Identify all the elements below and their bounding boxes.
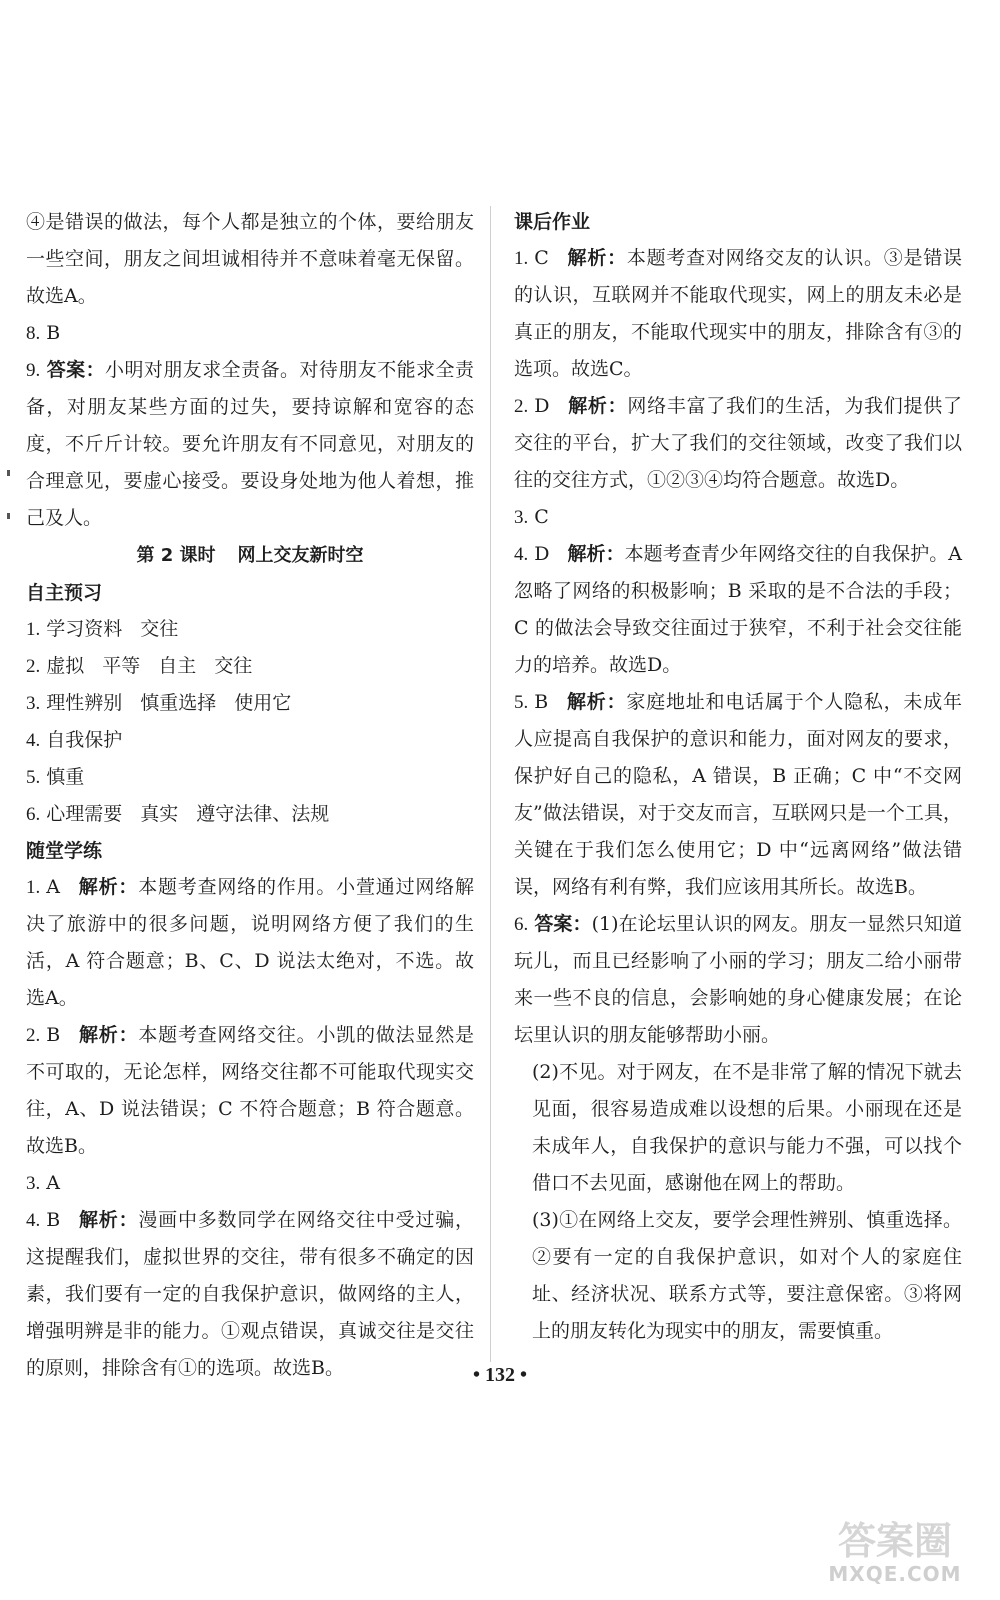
answer-term: 平等 xyxy=(102,655,141,677)
answer-term: 慎重选择 xyxy=(140,692,217,714)
answer-term: 理性辨别 xyxy=(46,692,123,714)
answer-item xyxy=(26,1202,474,1387)
answer-text: (1)在论坛里认识的网友。朋友一显然只知道玩儿，而且已经影响了小丽的学习；朋友二给小丽带来一些不良的信息，会影响她的身心健康发展；在论坛里认识的朋友能够帮助小丽。 xyxy=(514,913,962,1046)
answer-item-9 xyxy=(26,352,474,537)
answer-choice: B xyxy=(46,1209,61,1231)
section-heading-preview: 自主预习 xyxy=(26,582,103,604)
question-number: 1. xyxy=(26,877,41,898)
lesson-name: 网上交友新时空 xyxy=(237,545,364,566)
answer-choice: D xyxy=(534,395,550,417)
question-number: 6. xyxy=(26,804,41,825)
lesson-title xyxy=(26,537,474,575)
analysis-text: 家庭地址和电话属于个人隐私，未成年人应提高自我保护的意识和能力，面对网友的要求，保护好自己的隐私，A 错误，B 正确；C 中“不交网友”做法错误，对于交友而言，互联网只是一个工具，关键在于我们怎么使用它；D 中“远离网络”做法错误，网络有利有弊，我们应该用其所长。故选B。 xyxy=(514,691,962,898)
answer-paragraph: (3)①在网络上交友，要学会理性辨别、慎重选择。②要有一定的自我保护意识，如对个人的家庭住址、经济状况、联系方式等，要注意保密。③将网上的朋友转化为现实中的朋友，需要慎重。 xyxy=(532,1209,962,1342)
analysis-label: 解析： xyxy=(77,876,139,898)
analysis-text: 本题考查网络的作用。小萱通过网络解决了旅游中的很多问题，说明网络方便了我们的生活，A 符合题意；B、C、D 说法太绝对，不选。故选A。 xyxy=(26,876,474,1009)
answer-term: 遵守法律、法规 xyxy=(196,803,330,825)
question-number: 3. xyxy=(26,693,41,714)
analysis-text: 本题考查网络交往。小凯的做法显然是不可取的，无论怎样，网络交往都不可能取代现实交往，A、D 说法错误；C 不符合题意；B 符合题意。故选B。 xyxy=(26,1024,474,1157)
question-number: 1. xyxy=(514,248,529,269)
preview-item xyxy=(26,759,474,796)
analysis-label: 解析： xyxy=(566,691,627,713)
answer-term: 使用它 xyxy=(234,692,292,714)
question-number: 2. xyxy=(26,1025,41,1046)
preview-item xyxy=(26,796,474,833)
answer-choice: C xyxy=(534,506,549,528)
question-number: 4. xyxy=(514,544,529,565)
preview-list xyxy=(26,611,474,833)
answer-term: 虚拟 xyxy=(46,655,85,677)
analysis-label: 解析： xyxy=(567,543,625,565)
analysis-text: 本题考查青少年网络交往的自我保护。A 忽略了网络的积极影响；B 采取的是不合法的手段；C 的做法会导致交往面过于狭窄，不利于社会交往能力的培养。故选D。 xyxy=(514,543,962,676)
answer-choice: C xyxy=(534,247,549,269)
analysis-text: 本题考查对网络交友的认识。③是错误的认识，互联网并不能取代现实，网上的朋友未必是真正的朋友，不能取代现实中的朋友，排除含有③的选项。故选C。 xyxy=(514,247,962,380)
answer-item xyxy=(514,536,962,684)
question-number: 8. xyxy=(26,323,41,344)
answer-text: 小明对朋友求全责备。对待朋友不能求全责备，对朋友某些方面的过失，要持谅解和宽容的态度，不斤斤计较。要允许朋友有不同意见，对朋友的合理意见，要虚心接受。要设身处地为他人着想，推己及人。 xyxy=(26,359,474,529)
margin-mark xyxy=(7,513,10,519)
answer-term: 自主 xyxy=(158,655,197,677)
answer-item-8 xyxy=(26,315,474,352)
preview-item xyxy=(26,648,474,685)
question-number: 4. xyxy=(26,1210,41,1231)
question-number: 3. xyxy=(514,507,529,528)
answer-item xyxy=(26,869,474,1017)
watermark-url: MXQE.COM xyxy=(828,1562,962,1586)
lesson-number: 第 2 课时 xyxy=(136,545,216,566)
analysis-text: 漫画中多数同学在网络交往中受过骗，这提醒我们，虚拟世界的交往，带有很多不确定的因素，我们要有一定的自我保护意识，做网络的主人，增强明辨是非的能力。①观点错误，真诚交往是交往的原则，排除含有①的选项。故选B。 xyxy=(26,1209,474,1379)
watermark-logo xyxy=(800,1510,990,1590)
answer-item xyxy=(514,684,962,906)
question-number: 2. xyxy=(26,656,41,677)
answer-paragraph: (2)不见。对于网友，在不是非常了解的情况下就去见面，很容易造成难以设想的后果。小丽现在还是未成年人，自我保护的意识与能力不强，可以找个借口不去见面，感谢他在网上的帮助。 xyxy=(532,1061,962,1194)
analysis-label: 解析： xyxy=(78,1024,139,1046)
page-number: • 132 • xyxy=(472,1364,527,1386)
answer-term: 学习资料 xyxy=(46,618,123,640)
answer-term: 心理需要 xyxy=(46,803,123,825)
question-number: 2. xyxy=(514,396,529,417)
question-number: 3. xyxy=(26,1173,41,1194)
answer-item xyxy=(514,499,962,536)
answer-text: ④是错误的做法，每个人都是独立的个体，要给朋友一些空间，朋友之间坦诚相待并不意味着毫无保留。故选A。 xyxy=(26,211,474,307)
answer-item xyxy=(26,1165,474,1202)
answer-term: 真实 xyxy=(140,803,179,825)
margin-mark xyxy=(7,470,10,476)
watermark-logo-text: 答案圈 xyxy=(837,1519,952,1563)
section-heading-homework: 课后作业 xyxy=(514,211,591,233)
answer-choice: B xyxy=(534,691,549,713)
answer-term: 自我保护 xyxy=(46,729,123,751)
answer-item-continued xyxy=(26,204,474,315)
answer-choice: B xyxy=(46,322,61,344)
answer-label: 答案： xyxy=(534,913,592,935)
homework-list xyxy=(514,240,962,906)
answer-item xyxy=(514,388,962,499)
answer-label: 答案： xyxy=(46,359,106,381)
answer-choice: B xyxy=(46,1024,61,1046)
analysis-label: 解析： xyxy=(566,247,627,269)
answer-term: 交往 xyxy=(140,618,179,640)
answer-term: 交往 xyxy=(214,655,253,677)
answer-choice: A xyxy=(46,1172,60,1194)
column-divider xyxy=(490,206,491,1362)
answer-item xyxy=(514,240,962,388)
preview-item xyxy=(26,685,474,722)
question-number: 5. xyxy=(26,767,41,788)
question-number: 5. xyxy=(514,692,529,713)
question-number: 4. xyxy=(26,730,41,751)
analysis-text: 网络丰富了我们的生活，为我们提供了交往的平台，扩大了我们的交往领域，改变了我们以往的交往方式，①②③④均符合题意。故选D。 xyxy=(514,395,962,491)
question-number: 9. xyxy=(26,360,41,381)
preview-item xyxy=(26,611,474,648)
right-column xyxy=(514,204,962,1350)
left-column xyxy=(26,204,474,1387)
answer-choice: A xyxy=(46,876,60,898)
question-number: 6. xyxy=(514,914,529,935)
analysis-label: 解析： xyxy=(567,395,628,417)
answer-choice: D xyxy=(534,543,550,565)
answer-item-6 xyxy=(514,906,962,1054)
section-heading-practice: 随堂学练 xyxy=(26,840,103,862)
analysis-label: 解析： xyxy=(78,1209,139,1231)
answer-item xyxy=(26,1017,474,1165)
preview-item xyxy=(26,722,474,759)
question-number: 1. xyxy=(26,619,41,640)
answer-term: 慎重 xyxy=(46,766,85,788)
practice-list xyxy=(26,869,474,1387)
